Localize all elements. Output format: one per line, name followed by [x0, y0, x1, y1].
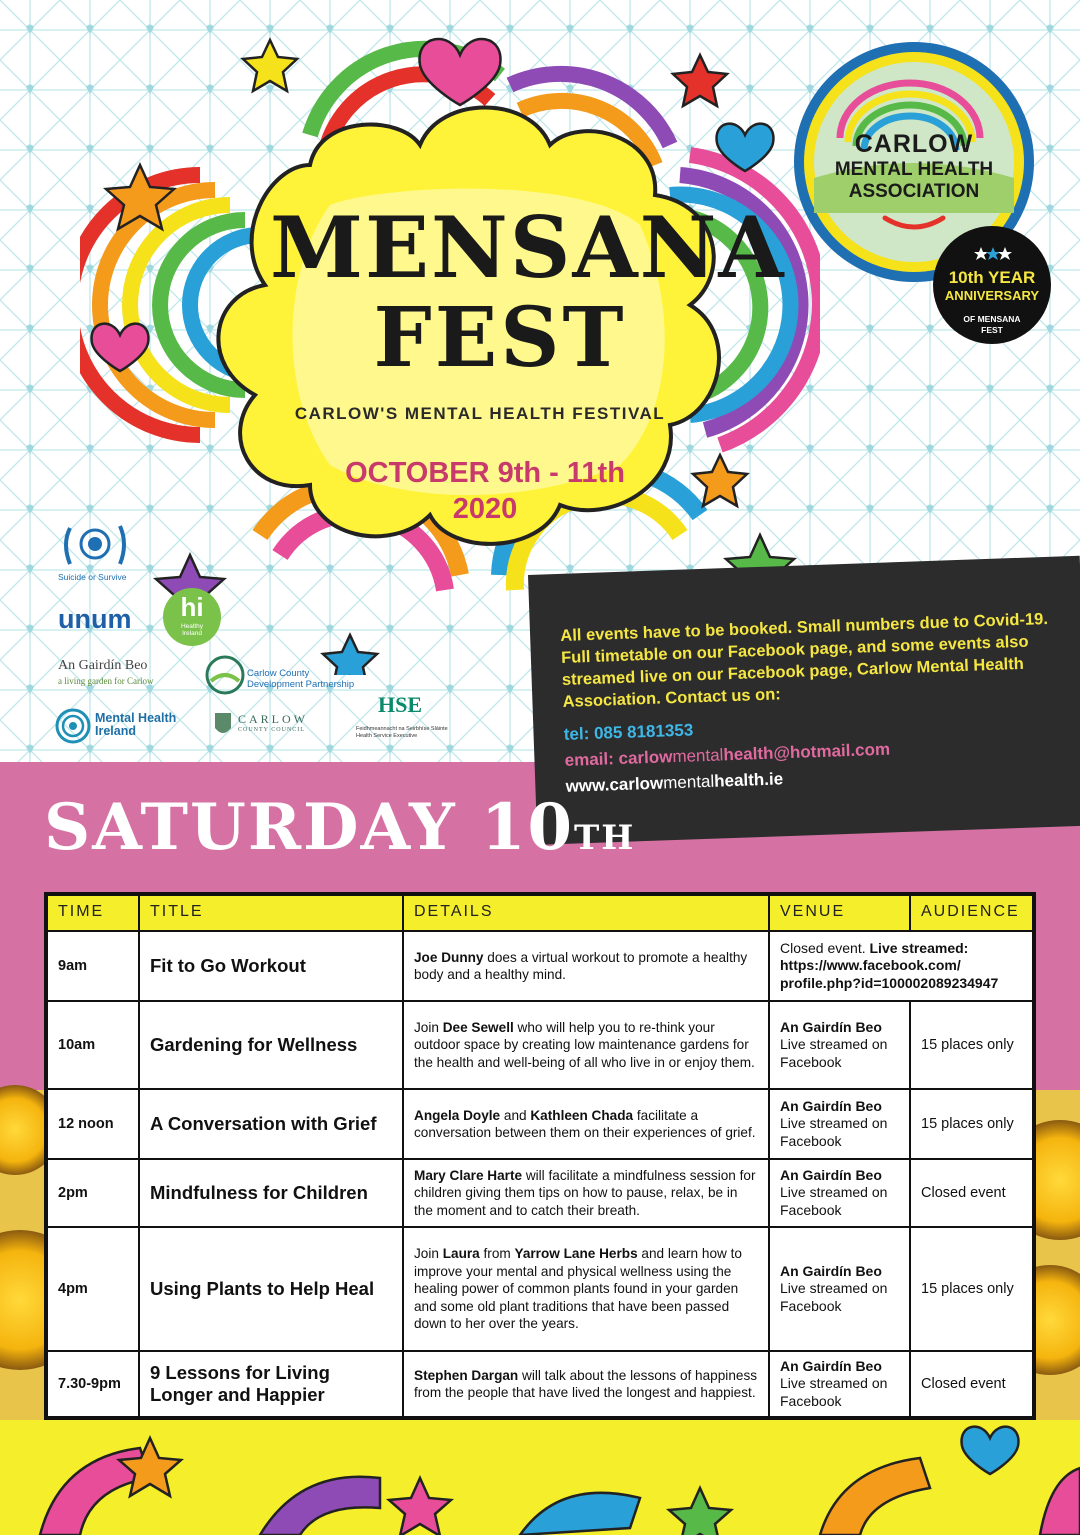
row-venue-text: Live streamed on Facebook [780, 1280, 888, 1314]
sponsor-council-line1: CARLOW [238, 712, 308, 726]
contact-email-mental: mental [672, 745, 724, 767]
row-time: 10am [48, 1000, 140, 1088]
row-venue-text: Closed event. [780, 939, 870, 956]
healthy-ireland-hi: hi [180, 592, 204, 622]
bottom-decoration [0, 1418, 1080, 1535]
row-details-text: and learn how to improve your mental and physical wellness using the healing power of common plants found in your garden and some old plant traditions that have been passed down to her over the years. [414, 1246, 742, 1332]
sponsor-council [238, 712, 308, 733]
day-heading-suffix: TH [574, 818, 636, 858]
row-venue-name: An Gairdín Beo [780, 1357, 882, 1374]
row-audience: 15 places only [911, 1000, 1032, 1088]
row-venue-name: An Gairdín Beo [780, 1166, 882, 1183]
contact-website-prefix: www.carlow [565, 773, 664, 796]
row-details-name: Stephen Dargan [414, 1367, 519, 1383]
anniversary-line1: 10th YEAR [948, 268, 1036, 287]
contact-email-health: health [723, 743, 774, 765]
row-details-name: Joe Dunny [414, 949, 484, 965]
anniversary-line4: FEST [981, 325, 1003, 335]
anniversary-line2: ANNIVERSARY [944, 288, 1040, 303]
sponsor-hse-sub2: Health Service Executive [356, 733, 418, 739]
festival-tagline: CARLOW'S MENTAL HEALTH FESTIVAL [294, 404, 666, 423]
row-time: 9am [48, 930, 140, 1000]
association-name-line2: MENTAL HEALTH [834, 159, 994, 180]
row-venue-name: An Gairdín Beo [780, 1262, 882, 1279]
day-heading-label: SATURDAY 10 [44, 790, 574, 865]
row-venue [770, 1158, 911, 1226]
row-audience: 15 places only [911, 1088, 1032, 1158]
row-audience: 15 places only [911, 1226, 1032, 1350]
row-details-pre: Join [414, 1019, 443, 1035]
sponsor-gairdin: An Gairdín Beo [58, 658, 148, 673]
row-details-mid: from [479, 1246, 515, 1262]
row-time: 7.30-9pm [48, 1350, 140, 1416]
healthy-ireland-sub: Healthy Ireland [180, 623, 204, 637]
row-details [404, 930, 770, 1000]
row-venue-text: Live streamed on Facebook [780, 1115, 888, 1149]
row-details-name2: Yarrow Lane Herbs [514, 1246, 638, 1262]
header-time: TIME [48, 896, 140, 930]
row-time: 12 noon [48, 1088, 140, 1158]
row-details-name2: Kathleen Chada [530, 1107, 634, 1123]
info-text [560, 608, 1066, 797]
contact-phone: tel: 085 8181353 [563, 720, 694, 744]
row-venue-text: Live streamed on Facebook [780, 1184, 888, 1218]
info-main-text: All events have to be booked. Small numbers due to Covid-19. Full timetable on our Facebook page, and some events also streamed live on our Facebook page, Carlow Mental Health Association. Contact us on: [560, 609, 1049, 711]
row-venue-link[interactable]: Live streamed: https://www.facebook.com/ profile.php?id=100002089234947 [780, 939, 999, 991]
row-details-text: facilitate a conversation between them on their experiences of grief. [414, 1107, 756, 1140]
sponsor-ccdp-line1: Carlow County [247, 668, 310, 679]
anniversary-line3: OF MENSANA [963, 314, 1021, 324]
header-venue: VENUE [770, 896, 911, 930]
row-venue [770, 1000, 911, 1088]
row-venue [770, 1226, 911, 1350]
row-details-name: Dee Sewell [442, 1019, 514, 1035]
sponsor-mhi-line1: Mental Health [95, 711, 177, 725]
sponsor-hse-sub [356, 726, 448, 740]
anniversary-badge [933, 226, 1051, 344]
row-time: 2pm [48, 1158, 140, 1226]
schedule-table [44, 892, 1036, 1420]
healthy-ireland-logo [163, 588, 221, 646]
row-details [404, 1088, 770, 1158]
sponsor-sos: Suicide or Survive [58, 572, 127, 582]
row-venue-name: An Gairdín Beo [780, 1097, 882, 1114]
association-name-line1: CARLOW [854, 130, 974, 158]
sponsor-council-line2: COUNTY COUNCIL [238, 727, 305, 733]
row-title: 9 Lessons for Living Longer and Happier [140, 1350, 404, 1416]
contact-email-prefix: email: carlow [564, 747, 673, 770]
row-venue-text: Live streamed on Facebook [780, 1375, 888, 1409]
carlow-council-crest-icon [214, 712, 232, 738]
header-details: DETAILS [404, 896, 770, 930]
row-venue [770, 930, 1032, 1000]
sponsor-gairdin-sub: a living garden for Carlow [58, 676, 154, 686]
row-audience: Closed event [911, 1350, 1032, 1416]
contact-website-suffix: .ie [763, 769, 784, 789]
row-venue [770, 1088, 911, 1158]
stars-icon [973, 246, 1013, 262]
festival-title-mensana: MENSANA [270, 198, 786, 297]
row-details-name: Angela Doyle [414, 1107, 501, 1123]
row-venue [770, 1350, 911, 1416]
row-details [404, 1000, 770, 1088]
festival-dates [300, 455, 670, 527]
row-title: Mindfulness for Children [140, 1158, 404, 1226]
contact-website-health: health [713, 769, 765, 791]
contact-email-suffix: @hotmail.com [773, 739, 891, 763]
sponsor-hse-sub1: Feidhmeannacht na Seirbhíse Sláinte [356, 726, 448, 732]
row-title: Fit to Go Workout [140, 930, 404, 1000]
row-details [404, 1226, 770, 1350]
festival-title-fest: FEST [373, 290, 627, 386]
row-details-text: who will help you to re-think your outdoor space by creating low maintenance gardens for the health and well-being of all who live in or enjoy them. [414, 1019, 755, 1070]
row-details-mid: and [500, 1107, 531, 1123]
row-details-text: will facilitate a mindfulness session for children giving them tips on how to pause, relax, be in the moment and to catch their breath. [414, 1167, 756, 1218]
mental-health-ireland-logo-icon [55, 708, 91, 744]
header-audience: AUDIENCE [911, 896, 1032, 930]
sponsor-mhi [95, 712, 176, 738]
association-name-line3: ASSOCIATION [848, 181, 980, 202]
row-venue-text: Live streamed on Facebook [780, 1036, 888, 1070]
row-title: A Conversation with Grief [140, 1088, 404, 1158]
day-heading [44, 790, 635, 865]
contact-website-mental: mental [662, 771, 715, 793]
row-details-name: Mary Clare Harte [414, 1167, 523, 1183]
festival-dates-range: OCTOBER 9th - 11th [345, 457, 625, 489]
row-time: 4pm [48, 1226, 140, 1350]
sponsor-hse: HSE [378, 692, 423, 717]
association-name [800, 130, 1028, 203]
row-details-text: will talk about the lessons of happiness from the people that have lived the longest and happiest. [414, 1367, 758, 1400]
row-details-text: does a virtual workout to promote a healthy body and a healthy mind. [414, 949, 748, 982]
sponsor-mhi-line2: Ireland [95, 724, 136, 738]
festival-dates-year: 2020 [452, 493, 518, 525]
row-details [404, 1350, 770, 1416]
row-title: Using Plants to Help Heal [140, 1226, 404, 1350]
sponsor-unum: unum [58, 604, 132, 634]
row-details-name: Laura [442, 1246, 480, 1262]
header-title: TITLE [140, 896, 404, 930]
suicide-or-survive-logo-icon [62, 520, 128, 570]
row-audience: Closed event [911, 1158, 1032, 1226]
row-details-pre: Join [414, 1246, 443, 1262]
sponsor-ccdp-line2: Development Partnership [247, 679, 355, 690]
ccdp-logo-icon [205, 655, 245, 695]
sponsor-ccdp [247, 668, 354, 690]
row-details [404, 1158, 770, 1226]
row-title: Gardening for Wellness [140, 1000, 404, 1088]
row-venue-name: An Gairdín Beo [780, 1018, 882, 1035]
